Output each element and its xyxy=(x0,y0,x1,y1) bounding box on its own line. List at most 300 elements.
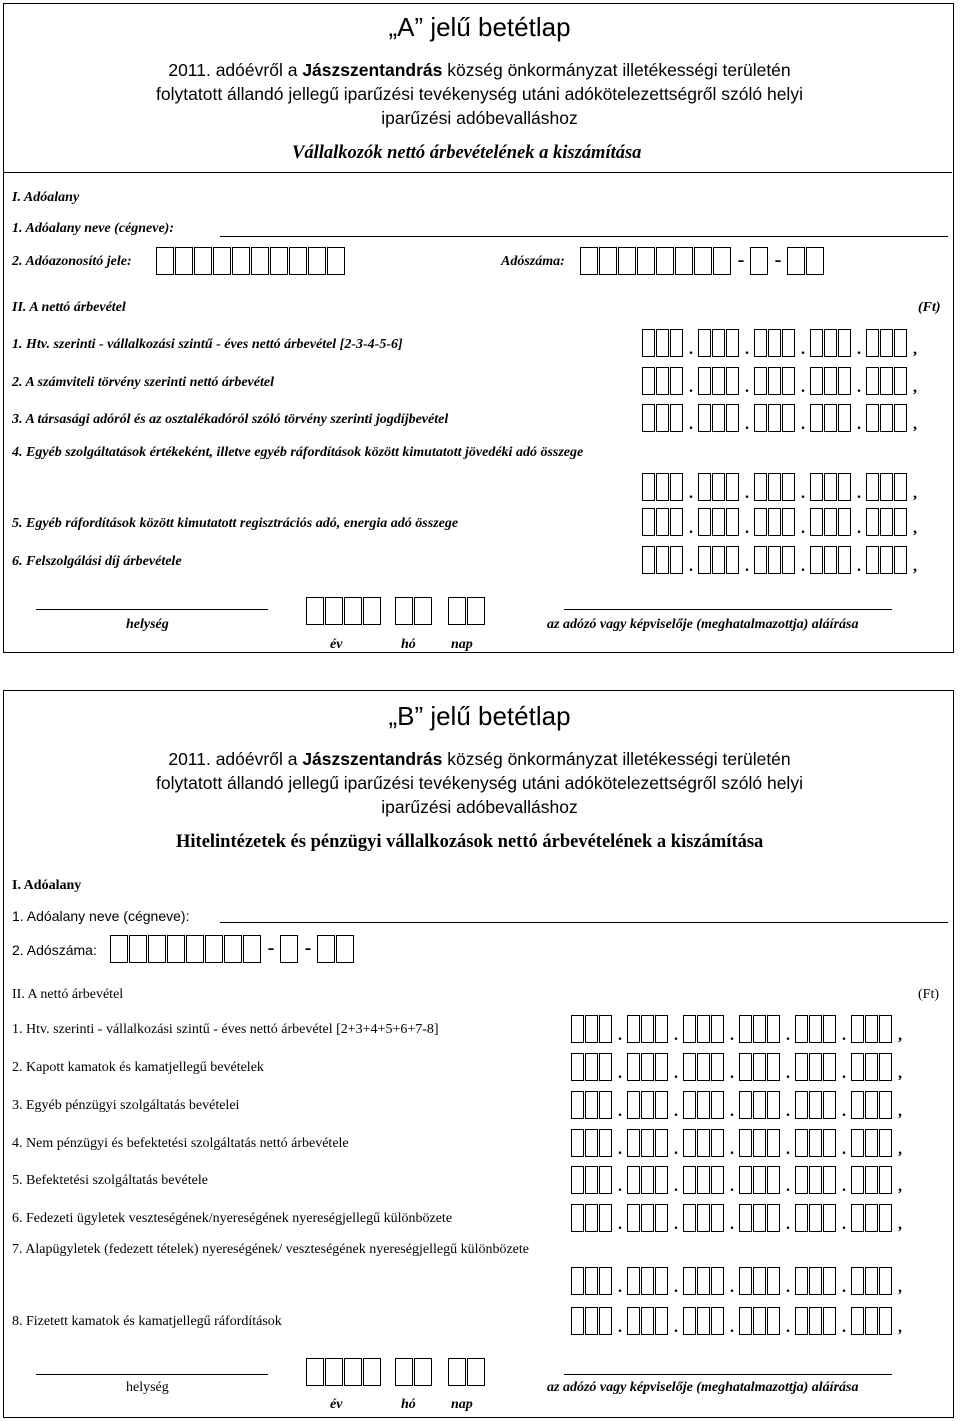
digit-box[interactable] xyxy=(571,1204,584,1232)
digit-box[interactable] xyxy=(865,1091,878,1119)
form-a-day-label: nap xyxy=(451,637,473,652)
digit-box[interactable] xyxy=(627,1204,640,1232)
digit-box[interactable] xyxy=(655,1267,668,1295)
digit-box[interactable] xyxy=(655,1166,668,1194)
digit-box[interactable] xyxy=(823,1166,836,1194)
digit-box[interactable] xyxy=(627,1091,640,1119)
digit-box[interactable] xyxy=(655,1307,668,1335)
digit-box[interactable] xyxy=(809,1204,822,1232)
digit-box[interactable] xyxy=(824,546,837,574)
digit-box[interactable] xyxy=(571,1129,584,1157)
form-a-taxid-label: 2. Adóazonosító jele: xyxy=(12,254,132,269)
digit-box[interactable] xyxy=(599,1015,612,1043)
form-b-date-day[interactable] xyxy=(448,1356,486,1386)
digit-box[interactable] xyxy=(641,1053,654,1081)
form-a-amount-4[interactable] xyxy=(642,471,922,501)
digit-box[interactable] xyxy=(880,367,893,395)
digit-box[interactable] xyxy=(782,546,795,574)
digit-box[interactable] xyxy=(656,473,669,501)
digit-box[interactable] xyxy=(880,508,893,536)
form-b-amount-8[interactable] xyxy=(571,1305,907,1335)
digit-box[interactable] xyxy=(866,473,879,501)
digit-box[interactable] xyxy=(753,1204,766,1232)
digit-box[interactable] xyxy=(823,1129,836,1157)
digit-box[interactable] xyxy=(642,546,655,574)
digit-box[interactable] xyxy=(851,1129,864,1157)
digit-box[interactable] xyxy=(627,1307,640,1335)
digit-box[interactable] xyxy=(697,1015,710,1043)
digit-box[interactable] xyxy=(711,1204,724,1232)
digit-box[interactable] xyxy=(726,473,739,501)
digit-box[interactable] xyxy=(865,1267,878,1295)
digit-box[interactable] xyxy=(782,404,795,432)
form-b-amount-4[interactable] xyxy=(571,1127,907,1157)
digit-box[interactable] xyxy=(823,1091,836,1119)
digit-box[interactable] xyxy=(655,1053,668,1081)
form-b-amount-1[interactable] xyxy=(571,1013,907,1043)
digit-box[interactable] xyxy=(698,508,711,536)
digit-box[interactable] xyxy=(739,1091,752,1119)
digit-box[interactable] xyxy=(656,367,669,395)
thousands-dot: . xyxy=(842,1103,846,1120)
digit-box[interactable] xyxy=(838,473,851,501)
digit-box[interactable] xyxy=(599,1204,612,1232)
digit-box[interactable] xyxy=(880,404,893,432)
digit-box[interactable] xyxy=(753,1129,766,1157)
digit-box[interactable] xyxy=(865,1204,878,1232)
digit-box[interactable] xyxy=(753,1091,766,1119)
digit-box[interactable] xyxy=(726,404,739,432)
digit-box[interactable] xyxy=(894,329,907,357)
form-a-currency: (Ft) xyxy=(918,300,941,315)
digit-box[interactable] xyxy=(795,1091,808,1119)
digit-box[interactable] xyxy=(627,1166,640,1194)
digit-box[interactable] xyxy=(809,1307,822,1335)
digit-box[interactable] xyxy=(838,404,851,432)
digit-box[interactable] xyxy=(585,1166,598,1194)
digit-box[interactable] xyxy=(894,367,907,395)
digit-box[interactable] xyxy=(627,1053,640,1081)
digit-box[interactable] xyxy=(866,367,879,395)
digit-box[interactable] xyxy=(866,508,879,536)
digit-box[interactable] xyxy=(642,404,655,432)
form-a-subtitle: Vállalkozók nettó árbevételének a kiszámítása xyxy=(292,143,642,163)
digit-box[interactable] xyxy=(851,1307,864,1335)
digit-box[interactable] xyxy=(571,1307,584,1335)
digit-box[interactable] xyxy=(670,546,683,574)
digit-box[interactable] xyxy=(754,546,767,574)
form-a-amount-2[interactable] xyxy=(642,365,922,395)
digit-box[interactable] xyxy=(768,404,781,432)
digit-box[interactable] xyxy=(739,1204,752,1232)
digit-box[interactable] xyxy=(726,329,739,357)
digit-box[interactable] xyxy=(851,1015,864,1043)
digit-box[interactable] xyxy=(865,1053,878,1081)
digit-box[interactable] xyxy=(627,1015,640,1043)
digit-box[interactable] xyxy=(879,1204,892,1232)
form-b-amount-2[interactable] xyxy=(571,1051,907,1081)
form-b-currency: (Ft) xyxy=(918,987,939,1002)
digit-box[interactable] xyxy=(683,1053,696,1081)
digit-box[interactable] xyxy=(642,329,655,357)
digit-box[interactable] xyxy=(599,1091,612,1119)
digit-box[interactable] xyxy=(824,329,837,357)
digit-box[interactable] xyxy=(585,1053,598,1081)
digit-box[interactable] xyxy=(571,1267,584,1295)
digit-box[interactable] xyxy=(823,1267,836,1295)
thousands-dot: . xyxy=(689,341,693,358)
form-a-name-field[interactable] xyxy=(220,236,948,237)
digit-box[interactable] xyxy=(683,1015,696,1043)
digit-box[interactable] xyxy=(809,1129,822,1157)
digit-box[interactable] xyxy=(823,1307,836,1335)
digit-box[interactable] xyxy=(670,508,683,536)
digit-box[interactable] xyxy=(851,1053,864,1081)
digit-box[interactable] xyxy=(683,1204,696,1232)
digit-box[interactable] xyxy=(571,1091,584,1119)
digit-box[interactable] xyxy=(767,1129,780,1157)
digit-box[interactable] xyxy=(879,1091,892,1119)
digit-box[interactable] xyxy=(641,1204,654,1232)
digit-box[interactable] xyxy=(838,329,851,357)
digit-box[interactable] xyxy=(894,404,907,432)
digit-box[interactable] xyxy=(655,1091,668,1119)
thousands-dot: . xyxy=(730,1103,734,1120)
digit-box[interactable] xyxy=(767,1267,780,1295)
digit-box[interactable] xyxy=(670,329,683,357)
digit-box[interactable] xyxy=(753,1166,766,1194)
form-b-item-6: 6. Fedezeti ügyletek veszteségének/nyereségének nyereségjellegű különbözete xyxy=(12,1211,453,1226)
digit-box[interactable] xyxy=(795,1015,808,1043)
digit-box[interactable] xyxy=(865,1166,878,1194)
digit-box[interactable] xyxy=(880,473,893,501)
form-b-date-year[interactable] xyxy=(306,1356,382,1386)
digit-box[interactable] xyxy=(627,1267,640,1295)
digit-box[interactable] xyxy=(711,1053,724,1081)
digit-box[interactable] xyxy=(599,1307,612,1335)
digit-box[interactable] xyxy=(711,1267,724,1295)
digit-box[interactable] xyxy=(698,546,711,574)
form-b-date-month[interactable] xyxy=(395,1356,433,1386)
digit-box[interactable] xyxy=(599,1053,612,1081)
digit-box[interactable] xyxy=(712,404,725,432)
digit-box[interactable] xyxy=(698,329,711,357)
digit-box[interactable] xyxy=(879,1053,892,1081)
digit-box[interactable] xyxy=(726,546,739,574)
thousands-dot: . xyxy=(730,1279,734,1296)
digit-box[interactable] xyxy=(782,329,795,357)
form-a-taxnum-field[interactable]: - - xyxy=(580,245,825,275)
digit-box[interactable] xyxy=(641,1129,654,1157)
digit-box[interactable] xyxy=(795,1129,808,1157)
digit-box[interactable] xyxy=(726,508,739,536)
decimal-comma: , xyxy=(913,416,917,433)
form-a-amount-5[interactable] xyxy=(642,506,922,536)
digit-box[interactable] xyxy=(712,473,725,501)
thousands-dot: . xyxy=(786,1065,790,1082)
digit-box[interactable] xyxy=(838,546,851,574)
digit-box[interactable] xyxy=(894,508,907,536)
digit-box[interactable] xyxy=(641,1091,654,1119)
digit-box[interactable] xyxy=(655,1015,668,1043)
digit-box[interactable] xyxy=(712,367,725,395)
digit-box[interactable] xyxy=(894,473,907,501)
digit-box[interactable] xyxy=(782,508,795,536)
digit-box[interactable] xyxy=(739,1053,752,1081)
digit-box[interactable] xyxy=(879,1166,892,1194)
digit-box[interactable] xyxy=(697,1053,710,1081)
digit-box[interactable] xyxy=(809,1053,822,1081)
form-b-taxnum-field[interactable]: - - xyxy=(110,933,355,963)
digit-box[interactable] xyxy=(754,473,767,501)
digit-box[interactable] xyxy=(823,1015,836,1043)
digit-box[interactable] xyxy=(754,508,767,536)
digit-box[interactable] xyxy=(851,1204,864,1232)
digit-box[interactable] xyxy=(683,1091,696,1119)
form-b-amount-3[interactable] xyxy=(571,1089,907,1119)
digit-box[interactable] xyxy=(642,508,655,536)
digit-box[interactable] xyxy=(880,546,893,574)
digit-box[interactable] xyxy=(810,508,823,536)
digit-box[interactable] xyxy=(641,1267,654,1295)
form-b-amount-7[interactable] xyxy=(571,1265,907,1295)
form-a-date-day[interactable] xyxy=(448,595,486,625)
digit-box[interactable] xyxy=(879,1129,892,1157)
digit-box[interactable] xyxy=(585,1015,598,1043)
thousands-dot: . xyxy=(857,558,861,575)
digit-box[interactable] xyxy=(739,1015,752,1043)
form-a-date-year[interactable] xyxy=(306,595,382,625)
digit-box[interactable] xyxy=(810,404,823,432)
form-a-taxnum-label: Adószáma: xyxy=(501,254,565,269)
digit-box[interactable] xyxy=(879,1307,892,1335)
digit-box[interactable] xyxy=(767,1204,780,1232)
digit-box[interactable] xyxy=(711,1307,724,1335)
form-b-section2: II. A nettó árbevétel xyxy=(12,987,124,1002)
form-a-amount-6[interactable] xyxy=(642,544,922,574)
digit-box[interactable] xyxy=(698,473,711,501)
digit-box[interactable] xyxy=(712,508,725,536)
form-b-name-field[interactable] xyxy=(220,922,948,923)
digit-box[interactable] xyxy=(571,1166,584,1194)
digit-box[interactable] xyxy=(851,1091,864,1119)
form-b-place-field[interactable] xyxy=(36,1374,268,1375)
digit-box[interactable] xyxy=(642,473,655,501)
digit-box[interactable] xyxy=(641,1166,654,1194)
digit-box[interactable] xyxy=(571,1015,584,1043)
thousands-dot: . xyxy=(689,558,693,575)
digit-box[interactable] xyxy=(823,1204,836,1232)
digit-box[interactable] xyxy=(879,1015,892,1043)
digit-box[interactable] xyxy=(767,1091,780,1119)
digit-box[interactable] xyxy=(809,1267,822,1295)
digit-box[interactable] xyxy=(683,1267,696,1295)
digit-box[interactable] xyxy=(711,1091,724,1119)
digit-box[interactable] xyxy=(670,473,683,501)
thousands-dot: . xyxy=(801,485,805,502)
digit-box[interactable] xyxy=(670,404,683,432)
digit-box[interactable] xyxy=(712,329,725,357)
form-a-taxid-field[interactable] xyxy=(156,245,346,275)
digit-box[interactable] xyxy=(768,508,781,536)
thousands-dot: . xyxy=(618,1319,622,1336)
digit-box[interactable] xyxy=(782,367,795,395)
digit-box[interactable] xyxy=(795,1267,808,1295)
digit-box[interactable] xyxy=(697,1204,710,1232)
digit-box[interactable] xyxy=(656,329,669,357)
digit-box[interactable] xyxy=(866,404,879,432)
digit-box[interactable] xyxy=(754,367,767,395)
form-b-name-label: 1. Adóalany neve (cégneve): xyxy=(12,908,190,924)
digit-box[interactable] xyxy=(656,404,669,432)
digit-box[interactable] xyxy=(810,367,823,395)
digit-box[interactable] xyxy=(753,1267,766,1295)
thousands-dot: . xyxy=(842,1065,846,1082)
digit-box[interactable] xyxy=(697,1267,710,1295)
thousands-dot: . xyxy=(801,416,805,433)
digit-box[interactable] xyxy=(810,546,823,574)
digit-box[interactable] xyxy=(656,508,669,536)
digit-box[interactable] xyxy=(851,1267,864,1295)
form-a-signature-field[interactable] xyxy=(564,609,892,610)
digit-box[interactable] xyxy=(585,1129,598,1157)
digit-box[interactable] xyxy=(697,1129,710,1157)
form-a-section2: II. A nettó árbevétel xyxy=(12,300,126,315)
decimal-comma: , xyxy=(898,1216,902,1233)
digit-box[interactable] xyxy=(641,1015,654,1043)
digit-box[interactable] xyxy=(739,1307,752,1335)
thousands-dot: . xyxy=(857,416,861,433)
form-a-place-field[interactable] xyxy=(36,609,268,610)
thousands-dot: . xyxy=(674,1216,678,1233)
digit-box[interactable] xyxy=(768,473,781,501)
digit-box[interactable] xyxy=(656,546,669,574)
thousands-dot: . xyxy=(801,520,805,537)
digit-box[interactable] xyxy=(585,1091,598,1119)
digit-box[interactable] xyxy=(866,546,879,574)
digit-box[interactable] xyxy=(754,329,767,357)
digit-box[interactable] xyxy=(711,1015,724,1043)
digit-box[interactable] xyxy=(824,367,837,395)
thousands-dot: . xyxy=(745,379,749,396)
digit-box[interactable] xyxy=(683,1166,696,1194)
digit-box[interactable] xyxy=(697,1091,710,1119)
thousands-dot: . xyxy=(730,1178,734,1195)
digit-box[interactable] xyxy=(698,367,711,395)
form-a-date-month[interactable] xyxy=(395,595,433,625)
digit-box[interactable] xyxy=(697,1307,710,1335)
digit-box[interactable] xyxy=(824,473,837,501)
digit-box[interactable] xyxy=(767,1053,780,1081)
digit-box[interactable] xyxy=(571,1053,584,1081)
digit-box[interactable] xyxy=(795,1166,808,1194)
form-a-amount-1[interactable] xyxy=(642,327,922,357)
digit-box[interactable] xyxy=(809,1166,822,1194)
digit-box[interactable] xyxy=(809,1091,822,1119)
digit-box[interactable] xyxy=(726,367,739,395)
digit-box[interactable] xyxy=(697,1166,710,1194)
digit-box[interactable] xyxy=(599,1267,612,1295)
digit-box[interactable] xyxy=(585,1307,598,1335)
digit-box[interactable] xyxy=(767,1307,780,1335)
digit-box[interactable] xyxy=(823,1053,836,1081)
digit-box[interactable] xyxy=(711,1166,724,1194)
digit-box[interactable] xyxy=(712,546,725,574)
digit-box[interactable] xyxy=(627,1129,640,1157)
digit-box[interactable] xyxy=(795,1204,808,1232)
digit-box[interactable] xyxy=(641,1307,654,1335)
digit-box[interactable] xyxy=(599,1129,612,1157)
form-a-amount-3[interactable] xyxy=(642,402,922,432)
digit-box[interactable] xyxy=(754,404,767,432)
digit-box[interactable] xyxy=(585,1267,598,1295)
digit-box[interactable] xyxy=(585,1204,598,1232)
form-b-amount-5[interactable] xyxy=(571,1164,907,1194)
thousands-dot: . xyxy=(618,1178,622,1195)
digit-box[interactable] xyxy=(880,329,893,357)
digit-box[interactable] xyxy=(753,1053,766,1081)
digit-box[interactable] xyxy=(851,1166,864,1194)
thousands-dot: . xyxy=(786,1279,790,1296)
form-b-item-7: 7. Alapügyletek (fedezett tételek) nyereségének/ veszteségének nyereségjellegű különbözete xyxy=(12,1242,529,1257)
digit-box[interactable] xyxy=(795,1307,808,1335)
form-b-amount-6[interactable] xyxy=(571,1202,907,1232)
digit-box[interactable] xyxy=(865,1307,878,1335)
digit-box[interactable] xyxy=(739,1129,752,1157)
form-b-signature-field[interactable] xyxy=(564,1374,892,1375)
digit-box[interactable] xyxy=(599,1166,612,1194)
digit-box[interactable] xyxy=(670,367,683,395)
digit-box[interactable] xyxy=(795,1053,808,1081)
digit-box[interactable] xyxy=(768,367,781,395)
digit-box[interactable] xyxy=(753,1307,766,1335)
thousands-dot: . xyxy=(786,1027,790,1044)
digit-box[interactable] xyxy=(768,546,781,574)
digit-box[interactable] xyxy=(698,404,711,432)
digit-box[interactable] xyxy=(711,1129,724,1157)
digit-box[interactable] xyxy=(683,1129,696,1157)
digit-box[interactable] xyxy=(809,1015,822,1043)
digit-box[interactable] xyxy=(655,1204,668,1232)
thousands-dot: . xyxy=(842,1279,846,1296)
digit-box[interactable] xyxy=(838,367,851,395)
digit-box[interactable] xyxy=(753,1015,766,1043)
digit-box[interactable] xyxy=(655,1129,668,1157)
digit-box[interactable] xyxy=(865,1015,878,1043)
digit-box[interactable] xyxy=(767,1166,780,1194)
digit-box[interactable] xyxy=(838,508,851,536)
form-b-item-3: 3. Egyéb pénzügyi szolgáltatás bevételei xyxy=(12,1098,240,1113)
digit-box[interactable] xyxy=(879,1267,892,1295)
digit-box[interactable] xyxy=(782,473,795,501)
digit-box[interactable] xyxy=(739,1267,752,1295)
thousands-dot: . xyxy=(674,1319,678,1336)
digit-box[interactable] xyxy=(683,1307,696,1335)
digit-box[interactable] xyxy=(767,1015,780,1043)
digit-box[interactable] xyxy=(642,367,655,395)
digit-box[interactable] xyxy=(865,1129,878,1157)
digit-box[interactable] xyxy=(894,546,907,574)
digit-box[interactable] xyxy=(768,329,781,357)
digit-box[interactable] xyxy=(866,329,879,357)
thousands-dot: . xyxy=(674,1065,678,1082)
digit-box[interactable] xyxy=(810,329,823,357)
decimal-comma: , xyxy=(913,379,917,396)
digit-box[interactable] xyxy=(824,404,837,432)
digit-box[interactable] xyxy=(824,508,837,536)
digit-box[interactable] xyxy=(739,1166,752,1194)
digit-box[interactable] xyxy=(810,473,823,501)
